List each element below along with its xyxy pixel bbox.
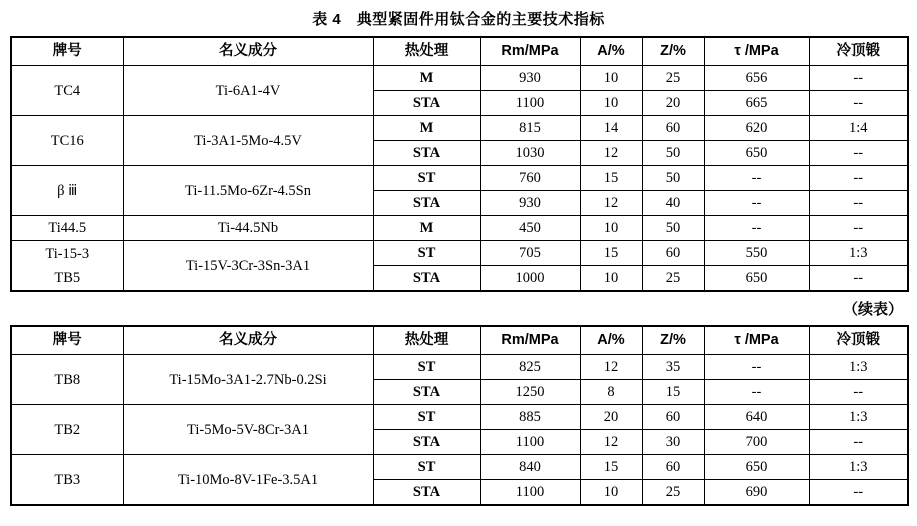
cell-cold-heading: -- xyxy=(809,66,908,91)
cell-heat-treatment: STA xyxy=(373,91,480,116)
cell-z: 60 xyxy=(642,116,704,141)
cell-tau: 690 xyxy=(704,480,809,506)
cell-grade: TC4 xyxy=(11,66,123,116)
cell-grade: Ti44.5 xyxy=(11,216,123,241)
cell-grade: β ⅲ xyxy=(11,166,123,216)
cell-a: 15 xyxy=(580,166,642,191)
cell-heat-treatment: ST xyxy=(373,455,480,480)
cell-tau: -- xyxy=(704,216,809,241)
cell-tau: 650 xyxy=(704,141,809,166)
cell-z: 50 xyxy=(642,216,704,241)
cell-z: 25 xyxy=(642,266,704,292)
column-header-heat-treatment: 热处理 xyxy=(373,37,480,66)
table-row xyxy=(11,455,908,480)
table-row xyxy=(11,241,908,266)
cell-rm: 1250 xyxy=(480,380,580,405)
cell-z: 50 xyxy=(642,141,704,166)
cell-cold-heading: 1:3 xyxy=(809,405,908,430)
table-caption: 表 4 典型紧固件用钛合金的主要技术指标 xyxy=(312,11,605,28)
cell-grade: TC16 xyxy=(11,116,123,166)
column-header-z: Z/% xyxy=(642,326,704,355)
cell-heat-treatment: M xyxy=(373,66,480,91)
column-header-a: A/% xyxy=(580,37,642,66)
cell-tau: 650 xyxy=(704,455,809,480)
cell-rm: 885 xyxy=(480,405,580,430)
cell-tau: -- xyxy=(704,166,809,191)
column-header-tau: τ /MPa xyxy=(704,326,809,355)
cell-heat-treatment: ST xyxy=(373,166,480,191)
cell-z: 15 xyxy=(642,380,704,405)
column-header-grade: 牌号 xyxy=(11,326,123,355)
cell-heat-treatment: STA xyxy=(373,380,480,405)
cell-composition: Ti-15Mo-3A1-2.7Nb-0.2Si xyxy=(123,355,373,405)
cell-cold-heading: -- xyxy=(809,480,908,506)
cell-rm: 760 xyxy=(480,166,580,191)
table-header-row xyxy=(11,326,908,355)
cell-heat-treatment: STA xyxy=(373,480,480,506)
cell-a: 12 xyxy=(580,191,642,216)
cell-a: 12 xyxy=(580,141,642,166)
cell-cold-heading: -- xyxy=(809,166,908,191)
cell-rm: 1100 xyxy=(480,480,580,506)
table-row xyxy=(11,166,908,191)
cell-rm: 840 xyxy=(480,455,580,480)
cell-heat-treatment: STA xyxy=(373,141,480,166)
continued-label: （续表） xyxy=(842,301,903,318)
column-header-heat-treatment: 热处理 xyxy=(373,326,480,355)
cell-tau: 550 xyxy=(704,241,809,266)
cell-composition: Ti-10Mo-8V-1Fe-3.5A1 xyxy=(123,455,373,506)
cell-cold-heading: -- xyxy=(809,380,908,405)
cell-heat-treatment: ST xyxy=(373,355,480,380)
column-header-a: A/% xyxy=(580,326,642,355)
table-row xyxy=(11,405,908,430)
cell-z: 25 xyxy=(642,480,704,506)
column-header-tau: τ /MPa xyxy=(704,37,809,66)
cell-heat-treatment: M xyxy=(373,116,480,141)
cell-a: 15 xyxy=(580,241,642,266)
cell-rm: 450 xyxy=(480,216,580,241)
document-page xyxy=(0,8,917,526)
cell-a: 14 xyxy=(580,116,642,141)
column-header-rm: Rm/MPa xyxy=(480,37,580,66)
column-header-grade: 牌号 xyxy=(11,37,123,66)
cell-rm: 705 xyxy=(480,241,580,266)
column-header-composition: 名义成分 xyxy=(123,326,373,355)
cell-a: 10 xyxy=(580,91,642,116)
cell-rm: 1000 xyxy=(480,266,580,292)
table-row xyxy=(11,216,908,241)
cell-rm: 930 xyxy=(480,66,580,91)
cell-grade: Ti-15-3 TB5 xyxy=(11,241,123,292)
cell-a: 12 xyxy=(580,355,642,380)
cell-z: 20 xyxy=(642,91,704,116)
cell-a: 10 xyxy=(580,480,642,506)
cell-tau: 700 xyxy=(704,430,809,455)
table-row xyxy=(11,116,908,141)
cell-cold-heading: -- xyxy=(809,91,908,116)
cell-grade: TB2 xyxy=(11,405,123,455)
cell-tau: -- xyxy=(704,191,809,216)
column-header-composition: 名义成分 xyxy=(123,37,373,66)
cell-tau: 650 xyxy=(704,266,809,292)
cell-rm: 825 xyxy=(480,355,580,380)
table-body xyxy=(11,355,908,506)
cell-rm: 1100 xyxy=(480,91,580,116)
cell-z: 60 xyxy=(642,455,704,480)
table-titanium-alloys-part2 xyxy=(10,325,909,506)
table-row xyxy=(11,355,908,380)
cell-heat-treatment: ST xyxy=(373,241,480,266)
cell-composition: Ti-11.5Mo-6Zr-4.5Sn xyxy=(123,166,373,216)
cell-z: 60 xyxy=(642,241,704,266)
cell-composition: Ti-6A1-4V xyxy=(123,66,373,116)
cell-heat-treatment: ST xyxy=(373,405,480,430)
cell-heat-treatment: STA xyxy=(373,191,480,216)
cell-cold-heading: -- xyxy=(809,430,908,455)
cell-rm: 815 xyxy=(480,116,580,141)
cell-heat-treatment: M xyxy=(373,216,480,241)
column-header-z: Z/% xyxy=(642,37,704,66)
cell-tau: 656 xyxy=(704,66,809,91)
cell-z: 25 xyxy=(642,66,704,91)
cell-z: 60 xyxy=(642,405,704,430)
cell-tau: -- xyxy=(704,380,809,405)
cell-tau: 665 xyxy=(704,91,809,116)
cell-tau: 640 xyxy=(704,405,809,430)
cell-cold-heading: -- xyxy=(809,141,908,166)
cell-grade: TB3 xyxy=(11,455,123,506)
cell-cold-heading: 1:3 xyxy=(809,455,908,480)
cell-a: 10 xyxy=(580,66,642,91)
cell-cold-heading: 1:3 xyxy=(809,355,908,380)
cell-heat-treatment: STA xyxy=(373,266,480,292)
cell-z: 40 xyxy=(642,191,704,216)
cell-cold-heading: 1:3 xyxy=(809,241,908,266)
cell-a: 10 xyxy=(580,216,642,241)
table-row xyxy=(11,66,908,91)
cell-cold-heading: 1:4 xyxy=(809,116,908,141)
cell-composition: Ti-3A1-5Mo-4.5V xyxy=(123,116,373,166)
cell-heat-treatment: STA xyxy=(373,430,480,455)
cell-rm: 1030 xyxy=(480,141,580,166)
cell-tau: -- xyxy=(704,355,809,380)
cell-composition: Ti-15V-3Cr-3Sn-3A1 xyxy=(123,241,373,292)
cell-z: 30 xyxy=(642,430,704,455)
cell-a: 10 xyxy=(580,266,642,292)
cell-rm: 930 xyxy=(480,191,580,216)
cell-z: 50 xyxy=(642,166,704,191)
column-header-cold-heading: 冷顶锻 xyxy=(809,326,908,355)
table-titanium-alloys-part1 xyxy=(10,36,909,292)
cell-z: 35 xyxy=(642,355,704,380)
table-body xyxy=(11,66,908,292)
cell-grade: TB8 xyxy=(11,355,123,405)
cell-cold-heading: -- xyxy=(809,216,908,241)
cell-a: 15 xyxy=(580,455,642,480)
cell-a: 8 xyxy=(580,380,642,405)
cell-rm: 1100 xyxy=(480,430,580,455)
column-header-rm: Rm/MPa xyxy=(480,326,580,355)
cell-a: 20 xyxy=(580,405,642,430)
cell-tau: 620 xyxy=(704,116,809,141)
cell-cold-heading: -- xyxy=(809,191,908,216)
cell-composition: Ti-5Mo-5V-8Cr-3A1 xyxy=(123,405,373,455)
cell-a: 12 xyxy=(580,430,642,455)
table-header-row xyxy=(11,37,908,66)
column-header-cold-heading: 冷顶锻 xyxy=(809,37,908,66)
cell-composition: Ti-44.5Nb xyxy=(123,216,373,241)
cell-cold-heading: -- xyxy=(809,266,908,292)
